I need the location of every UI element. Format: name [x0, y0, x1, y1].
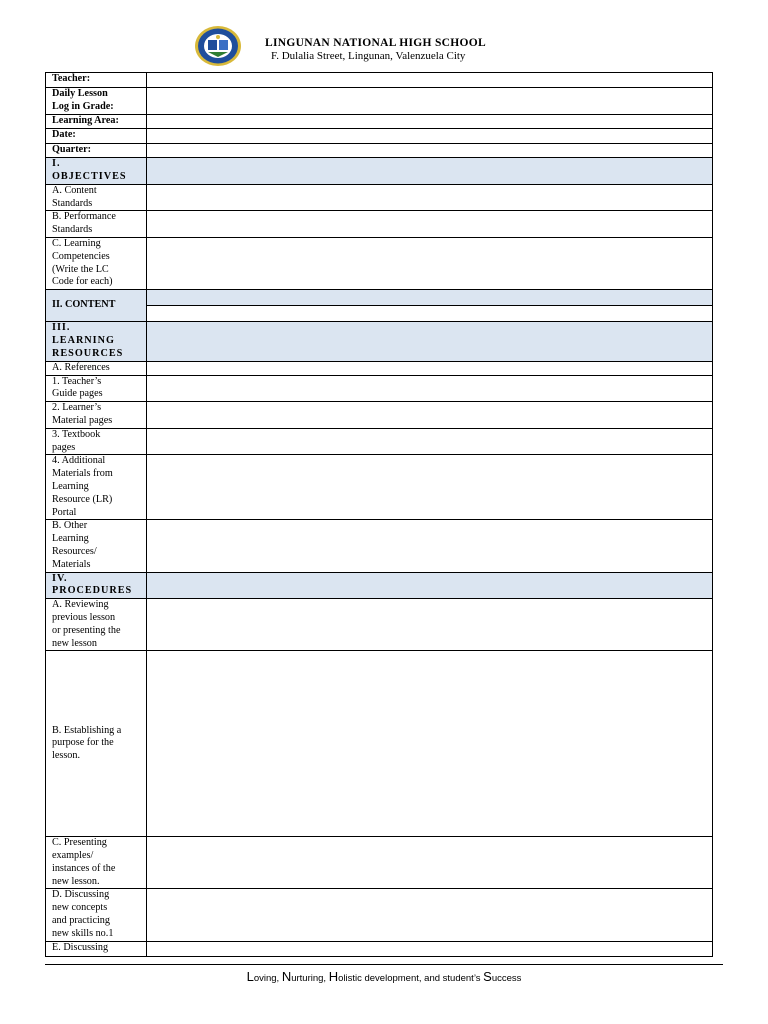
content-standards-field[interactable] [147, 184, 713, 211]
references-label: A. References [46, 361, 147, 375]
resources-heading-cell [147, 322, 713, 361]
school-seal-logo [194, 25, 242, 67]
procedures-heading-cell [147, 572, 713, 599]
performance-standards-field[interactable] [147, 211, 713, 238]
content-heading: II. CONTENT [46, 290, 147, 322]
content-standards-label: A. Content Standards [46, 184, 147, 211]
competencies-row [46, 237, 713, 289]
references-field[interactable] [147, 361, 713, 375]
procedure-a-label: A. Reviewing previous lesson or presenting the new lesson [46, 599, 147, 651]
learners-material-row [46, 402, 713, 429]
document-header [0, 24, 768, 68]
learning-area-field[interactable] [147, 115, 713, 129]
daily-lesson-log-table [45, 72, 713, 957]
procedure-c-field[interactable] [147, 837, 713, 889]
lr-portal-label: 4. Additional Materials from Learning Resource (LR) Portal [46, 455, 147, 520]
procedure-a-row [46, 599, 713, 651]
grade-label: Daily Lesson Log in Grade: [46, 88, 147, 115]
procedure-e-field[interactable] [147, 941, 713, 956]
other-resources-row [46, 520, 713, 572]
teacher-field[interactable] [147, 73, 713, 88]
procedure-e-label: E. Discussing [46, 941, 147, 956]
quarter-field[interactable] [147, 143, 713, 157]
grade-field[interactable] [147, 88, 713, 115]
content-row-2 [46, 306, 713, 322]
textbook-row [46, 428, 713, 455]
procedure-e-row [46, 941, 713, 956]
quarter-row [46, 143, 713, 157]
content-row-1 [46, 290, 713, 306]
procedure-b-label: B. Establishing a purpose for the lesson. [46, 651, 147, 837]
procedure-c-label: C. Presenting examples/ instances of the new lesson. [46, 837, 147, 889]
school-name: LINGUNAN NATIONAL HIGH SCHOOL [265, 37, 486, 49]
references-row [46, 361, 713, 375]
other-resources-field[interactable] [147, 520, 713, 572]
procedure-b-row [46, 651, 713, 837]
procedure-a-field[interactable] [147, 599, 713, 651]
teacher-label: Teacher: [46, 73, 147, 88]
date-field[interactable] [147, 128, 713, 143]
objectives-heading: I. OBJECTIVES [46, 157, 147, 184]
teachers-guide-field[interactable] [147, 375, 713, 402]
procedure-d-row [46, 889, 713, 941]
resources-heading-row [46, 322, 713, 361]
teachers-guide-row [46, 375, 713, 402]
content-heading-cell [147, 290, 713, 306]
date-label: Date: [46, 128, 147, 143]
school-address: F. Dulalia Street, Lingunan, Valenzuela City [271, 50, 466, 62]
resources-heading: III. LEARNING RESOURCES [46, 322, 147, 361]
competencies-label: C. Learning Competencies (Write the LC Code for each) [46, 237, 147, 289]
learners-material-field[interactable] [147, 402, 713, 429]
textbook-field[interactable] [147, 428, 713, 455]
procedure-b-field[interactable] [147, 651, 713, 837]
other-resources-label: B. Other Learning Resources/ Materials [46, 520, 147, 572]
content-standards-row [46, 184, 713, 211]
procedures-heading: IV. PROCEDURES [46, 572, 147, 599]
learning-area-row [46, 115, 713, 129]
performance-standards-label: B. Performance Standards [46, 211, 147, 238]
performance-standards-row [46, 211, 713, 238]
procedure-d-label: D. Discussing new concepts and practicing new skills no.1 [46, 889, 147, 941]
grade-row [46, 88, 713, 115]
objectives-heading-row [46, 157, 713, 184]
learning-area-label: Learning Area: [46, 115, 147, 129]
textbook-label: 3. Textbook pages [46, 428, 147, 455]
procedures-heading-row [46, 572, 713, 599]
objectives-heading-cell [147, 157, 713, 184]
lr-portal-row [46, 455, 713, 520]
procedure-d-field[interactable] [147, 889, 713, 941]
lr-portal-field[interactable] [147, 455, 713, 520]
competencies-field[interactable] [147, 237, 713, 289]
teachers-guide-label: 1. Teacher’s Guide pages [46, 375, 147, 402]
footer-motto: Loving, Nurturing, Holistic development, and student’s Success [246, 969, 522, 984]
teacher-row [46, 73, 713, 88]
content-field[interactable] [147, 306, 713, 322]
learners-material-label: 2. Learner’s Material pages [46, 402, 147, 429]
procedure-c-row [46, 837, 713, 889]
date-row [46, 128, 713, 143]
footer-divider [45, 964, 723, 965]
quarter-label: Quarter: [46, 143, 147, 157]
